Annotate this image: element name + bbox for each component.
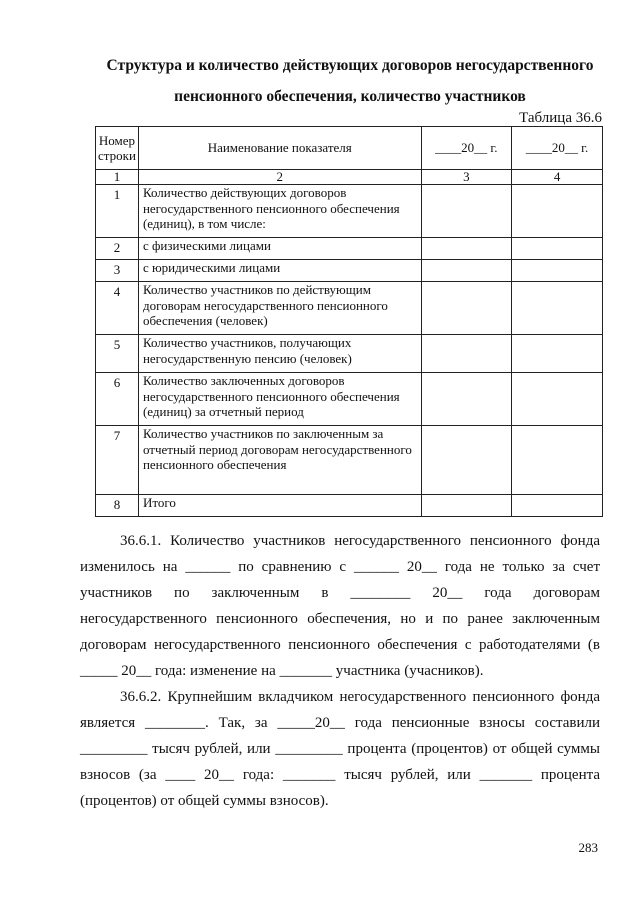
row-number: 3 <box>96 260 139 282</box>
value-cell <box>512 260 603 282</box>
document-title-line1: Структура и количество действующих договоров негосударственного <box>106 57 594 74</box>
row-indicator: с физическими лицами <box>138 238 421 260</box>
value-cell <box>512 373 603 426</box>
indicators-table <box>95 126 603 517</box>
value-cell <box>421 185 512 238</box>
index-cell: 3 <box>421 170 512 185</box>
table-row <box>96 426 603 495</box>
row-indicator: Количество участников по заключенным за отчетный период договорам негосударственного пенсионного обеспечения <box>138 426 421 495</box>
row-number: 6 <box>96 373 139 426</box>
row-number: 1 <box>96 185 139 238</box>
value-cell <box>512 185 603 238</box>
table-row <box>96 495 603 517</box>
value-cell <box>421 282 512 335</box>
row-indicator: Количество участников по действующим договорам негосударственного пенсионного обеспечения (человек) <box>138 282 421 335</box>
table-row <box>96 282 603 335</box>
row-number: 7 <box>96 426 139 495</box>
value-cell <box>421 373 512 426</box>
paragraph-36-6-1: 36.6.1. Количество участников негосударственного пенсионного фонда изменилось на ______ по сравнению с ______ 20__ года не только за счет участников по заключенным в ________ 20__ года договорам негосударственного пенсионного обеспечения, но и по ранее заключенным договорам негосударственного пенсионного обеспечения с работодателями (в _____ 20__ года: изменение на _______ участника (учасников). <box>80 533 600 679</box>
table-row <box>96 185 603 238</box>
table-row <box>96 335 603 373</box>
header-indicator-name: Наименование показателя <box>138 127 421 170</box>
header-row-number: Номер строки <box>96 127 139 170</box>
index-cell: 4 <box>512 170 603 185</box>
row-indicator: Количество участников, получающих негосударственную пенсию (человек) <box>138 335 421 373</box>
value-cell <box>512 282 603 335</box>
table-label: Таблица 36.6 <box>519 110 602 126</box>
value-cell <box>421 238 512 260</box>
table-row <box>96 238 603 260</box>
paragraph-36-6-2: 36.6.2. Крупнейшим вкладчиком негосударственного пенсионного фонда является ________. Так, за _____20__ года пенсионные взносы составили _________ тысяч рублей, или _________ процента (процентов) от общей суммы взносов (за ____ 20__ года: _______ тысяч рублей, или _______ процента (процентов) от общей суммы взносов). <box>80 689 600 809</box>
table-index-row <box>96 170 603 185</box>
value-cell <box>512 495 603 517</box>
table-row <box>96 260 603 282</box>
row-number: 2 <box>96 238 139 260</box>
row-number: 5 <box>96 335 139 373</box>
value-cell <box>421 260 512 282</box>
value-cell <box>512 238 603 260</box>
index-cell: 2 <box>138 170 421 185</box>
table-header-row <box>96 127 603 170</box>
header-year-1: ____20__ г. <box>421 127 512 170</box>
row-indicator: Количество заключенных договоров негосударственного пенсионного обеспечения (единиц) за отчетный период <box>138 373 421 426</box>
header-year-2: ____20__ г. <box>512 127 603 170</box>
row-indicator: Количество действующих договоров негосударственного пенсионного обеспечения (единиц), в том числе: <box>138 185 421 238</box>
page-number: 283 <box>578 840 598 855</box>
row-number: 8 <box>96 495 139 517</box>
value-cell <box>421 426 512 495</box>
value-cell <box>512 426 603 495</box>
table-row <box>96 373 603 426</box>
value-cell <box>512 335 603 373</box>
row-indicator: с юридическими лицами <box>138 260 421 282</box>
index-cell: 1 <box>96 170 139 185</box>
value-cell <box>421 335 512 373</box>
document-title-line2: пенсионного обеспечения, количество участников <box>174 88 526 105</box>
value-cell <box>421 495 512 517</box>
row-number: 4 <box>96 282 139 335</box>
row-indicator: Итого <box>138 495 421 517</box>
